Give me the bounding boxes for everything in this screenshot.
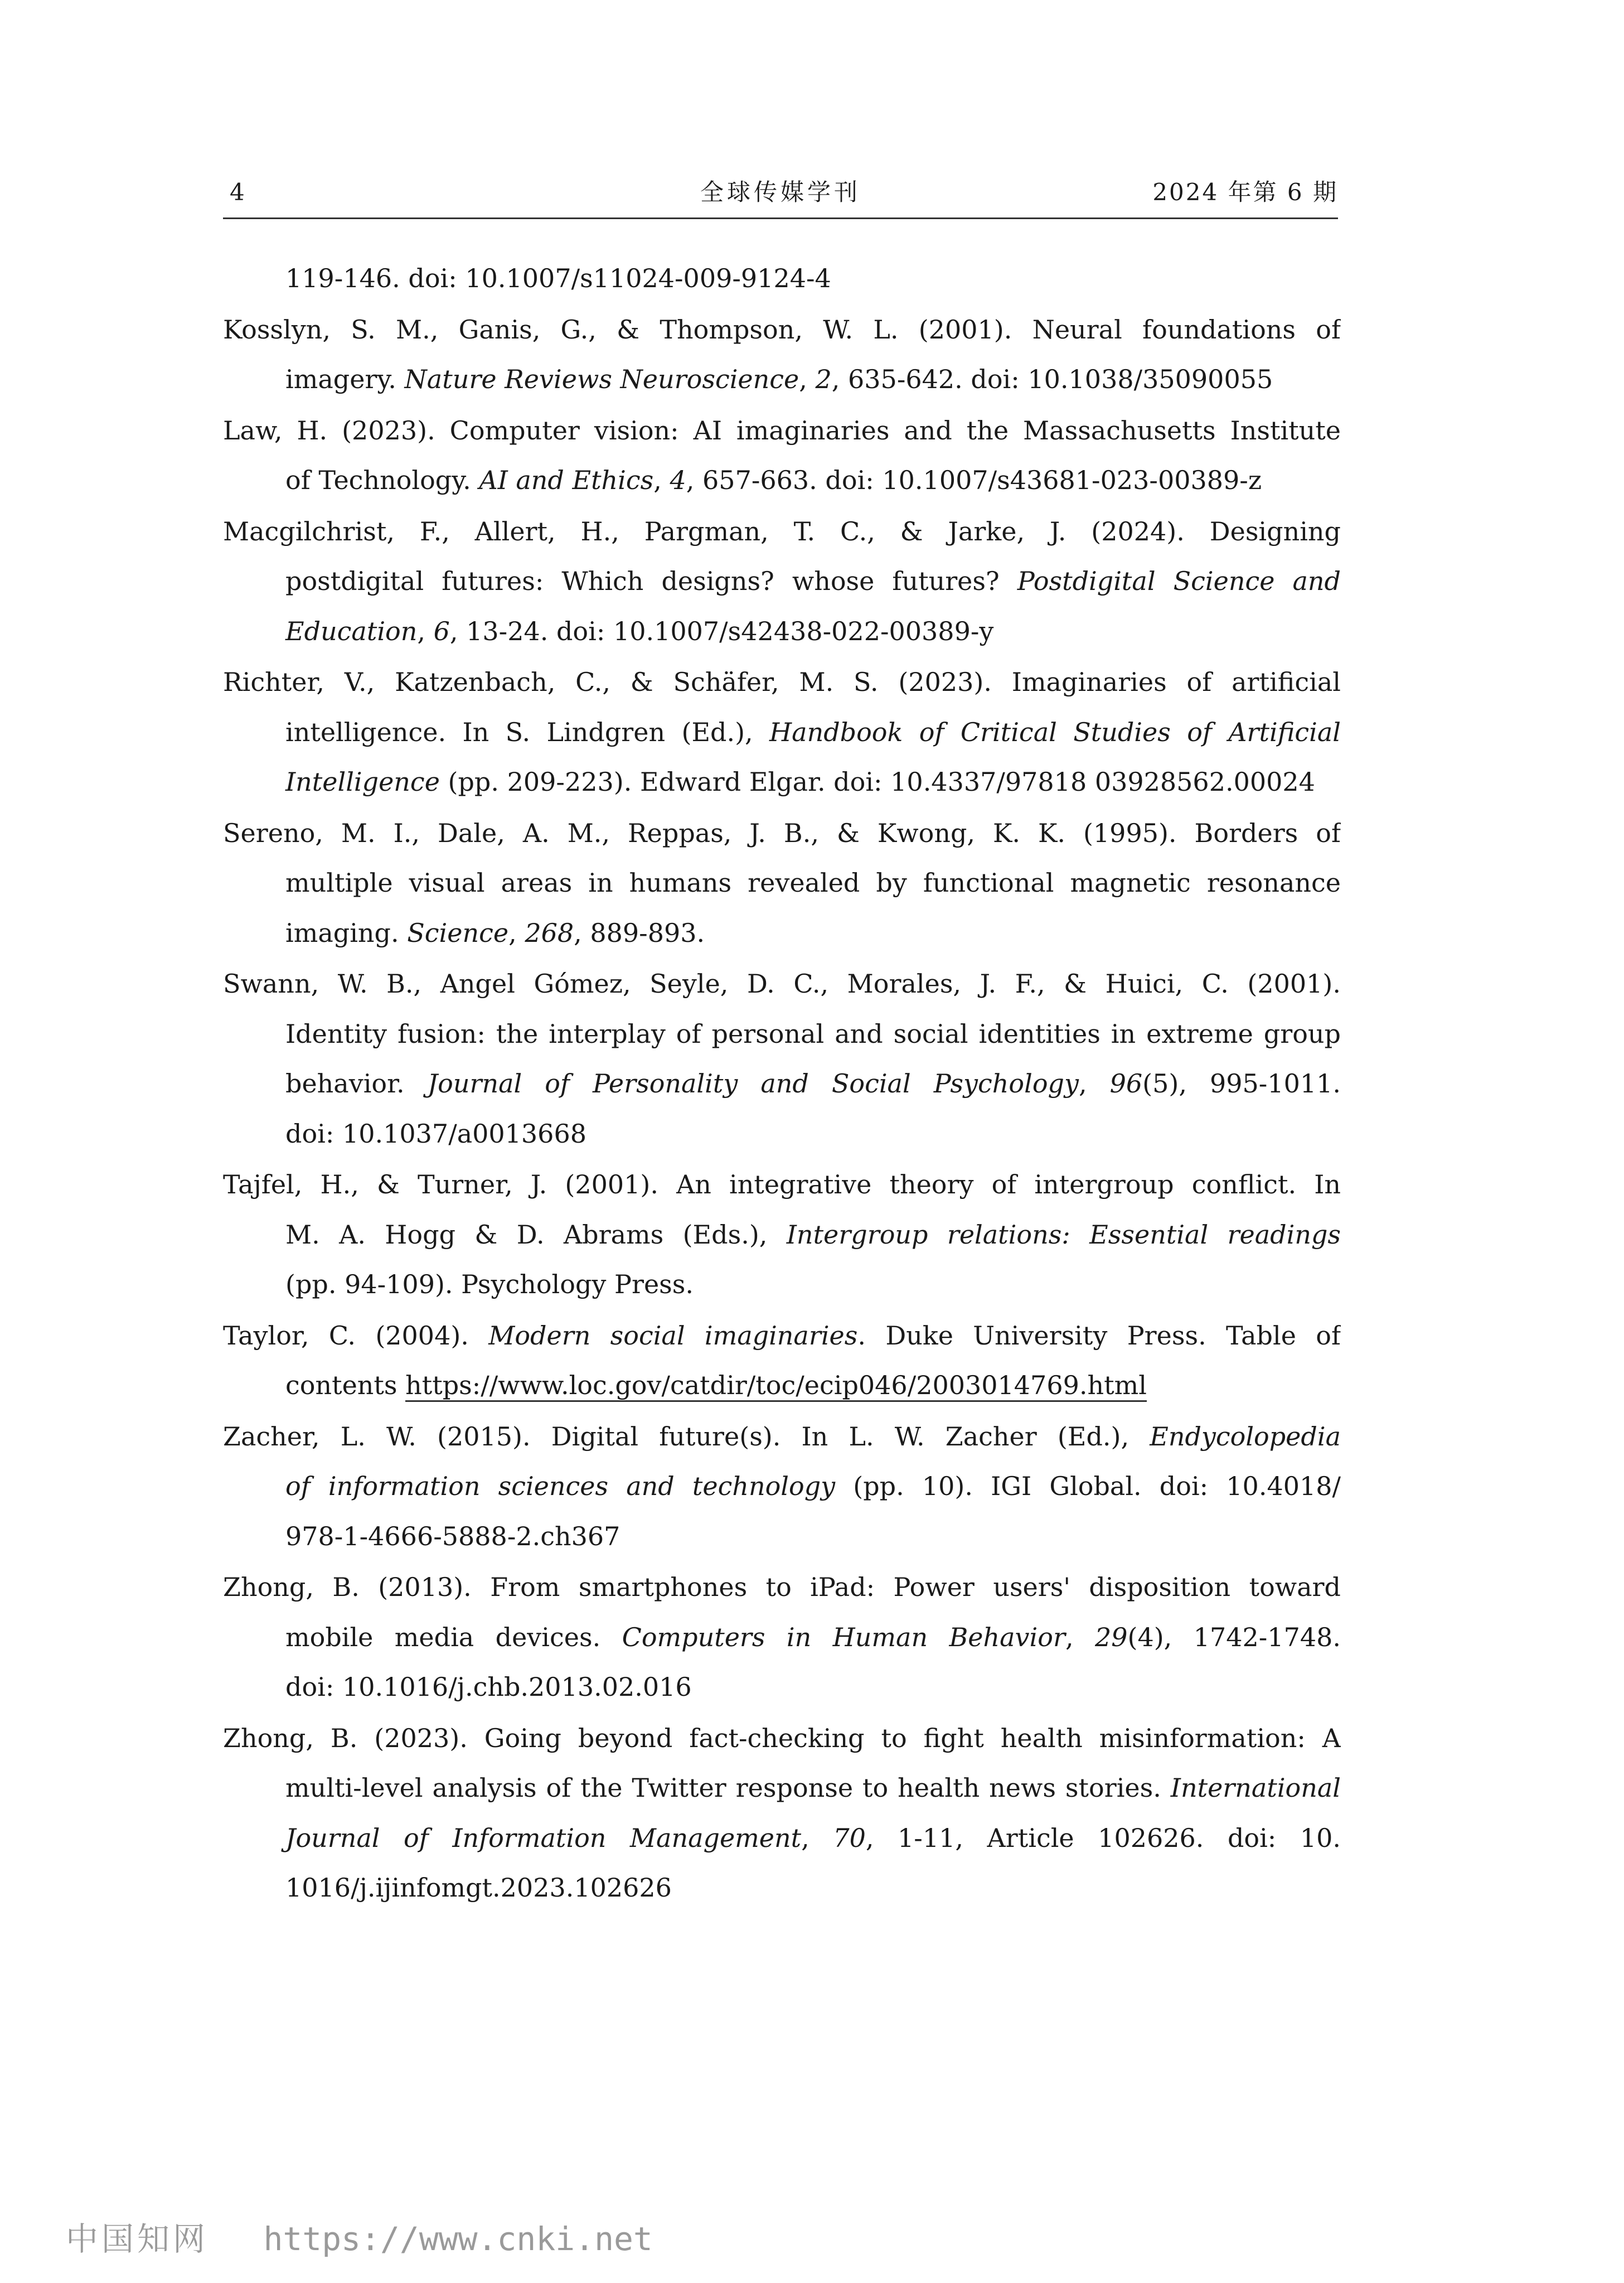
reference-text: Macgilchrist, F., Allert, H., Pargman, T. C., & Jarke, J. (2024). Designing <box>223 516 1341 546</box>
reference-line <box>223 959 1341 1009</box>
reference-text: Richter, V., Katzenbach, C., & Schäfer, M. S. (2023). Imaginaries of artificial <box>223 667 1341 697</box>
reference-text: Zhong, B. (2013). From smartphones to iPad: Power users' disposition toward <box>223 1572 1341 1602</box>
reference-line <box>223 1563 1341 1613</box>
reference-text: , <box>653 465 670 495</box>
reference-entry <box>223 1311 1341 1411</box>
reference-line <box>223 908 1341 959</box>
reference-text: Sereno, M. I., Dale, A. M., Reppas, J. B., & Kwong, K. K. (1995). Borders of <box>223 818 1341 848</box>
reference-text: Zacher, L. W. (2015). Digital future(s). In L. W. Zacher (Ed.), <box>223 1421 1150 1452</box>
reference-text: 1016/j.ijinfomgt.2023.102626 <box>285 1873 672 1903</box>
reference-text: Zhong, B. (2023). Going beyond fact-checking to fight health misinformation: A <box>223 1723 1341 1753</box>
reference-text: (pp. 94-109). Psychology Press. <box>285 1269 694 1299</box>
watermark-url: https://www.cnki.net <box>263 2220 653 2258</box>
reference-entry <box>223 305 1341 405</box>
reference-text: Kosslyn, S. M., Ganis, G., & Thompson, W. L. (2001). Neural foundations of <box>223 314 1341 345</box>
italic-text: of information sciences and technology <box>285 1471 836 1501</box>
reference-text: doi: 10.1037/a0013668 <box>285 1118 586 1149</box>
italic-text: 96 <box>1109 1068 1143 1099</box>
reference-line <box>223 708 1341 758</box>
reference-text: Swann, W. B., Angel Gómez, Seyle, D. C., Morales, J. F., & Huici, C. (2001). <box>223 969 1341 999</box>
reference-text: , 889-893. <box>574 917 705 948</box>
reference-line <box>223 1412 1341 1462</box>
journal-title: 全球传媒学刊 <box>700 178 861 206</box>
reference-line <box>223 1763 1341 1813</box>
reference-text: of Technology. <box>285 465 479 495</box>
reference-link[interactable]: https://www.loc.gov/catdir/toc/ecip046/2003014769.html <box>405 1370 1147 1402</box>
reference-line <box>223 1210 1341 1260</box>
reference-entry <box>223 809 1341 959</box>
reference-line <box>223 1361 1341 1411</box>
reference-text: contents <box>285 1370 406 1400</box>
reference-line <box>223 1109 1341 1159</box>
italic-text: Education <box>285 616 418 646</box>
reference-text: imagery. <box>285 364 405 394</box>
reference-text: Tajfel, H., & Turner, J. (2001). An integrative theory of intergroup conflict. In <box>223 1169 1341 1199</box>
reference-entry <box>223 254 1341 304</box>
reference-text: , <box>799 364 816 394</box>
watermark-chinese: 中国知网 <box>66 2220 209 2258</box>
reference-line <box>223 1311 1341 1361</box>
reference-text: imaging. <box>285 917 408 948</box>
reference-text: 978-1-4666-5888-2.ch367 <box>285 1521 620 1551</box>
reference-line <box>223 1512 1341 1562</box>
reference-entry <box>223 507 1341 657</box>
reference-line <box>223 355 1341 405</box>
italic-text: Modern social imaginaries <box>488 1320 858 1351</box>
italic-text: Science <box>407 917 509 948</box>
reference-text: (4), 1742-1748. <box>1127 1622 1341 1652</box>
reference-text: , <box>508 917 525 948</box>
cnki-watermark <box>66 2217 653 2261</box>
reference-text: multiple visual areas in humans revealed by functional magnetic resonance <box>285 868 1341 898</box>
italic-text: Endycolopedia <box>1150 1421 1341 1452</box>
reference-text: , 635-642. doi: 10.1038/35090055 <box>831 364 1273 394</box>
reference-text: behavior. <box>285 1068 428 1099</box>
italic-text: 2 <box>815 364 832 394</box>
reference-text: (pp. 10). IGI Global. doi: 10.4018/ <box>835 1471 1341 1501</box>
reference-entry <box>223 1412 1341 1562</box>
reference-line <box>223 607 1341 657</box>
italic-text: Intelligence <box>285 767 440 797</box>
reference-line <box>223 1260 1341 1310</box>
reference-line <box>223 757 1341 807</box>
reference-text: , <box>417 616 434 646</box>
reference-line <box>223 809 1341 859</box>
reference-line <box>223 1813 1341 1864</box>
reference-line <box>223 456 1341 506</box>
reference-line <box>223 507 1341 557</box>
reference-entry <box>223 959 1341 1159</box>
reference-line <box>223 1662 1341 1713</box>
italic-text: AI and Ethics <box>479 465 654 495</box>
reference-text: Taylor, C. (2004). <box>223 1320 489 1351</box>
italic-text: 70 <box>833 1822 866 1853</box>
reference-entry <box>223 1563 1341 1713</box>
reference-entry <box>223 1714 1341 1913</box>
italic-text: Computers in Human Behavior <box>622 1622 1065 1652</box>
reference-text: , 1-11, Article 102626. doi: 10. <box>865 1822 1341 1853</box>
reference-line <box>223 1009 1341 1060</box>
italic-text: Postdigital Science and <box>1017 566 1341 596</box>
reference-line <box>223 1059 1341 1109</box>
italic-text: 4 <box>670 465 686 495</box>
reference-text: doi: 10.1016/j.chb.2013.02.016 <box>285 1672 692 1702</box>
italic-text: Nature Reviews Neuroscience <box>404 364 799 394</box>
reference-text: , <box>801 1822 833 1853</box>
reference-text: . Duke University Press. Table of <box>857 1320 1341 1351</box>
italic-text: International <box>1170 1773 1341 1803</box>
italic-text: Journal of Personality and Social Psychology <box>427 1068 1079 1099</box>
reference-line <box>223 1863 1341 1913</box>
reference-line <box>223 305 1341 355</box>
reference-text: , 13-24. doi: 10.1007/s42438-022-00389-y <box>449 616 994 646</box>
issue-label: 2024 年第 6 期 <box>1152 178 1338 206</box>
reference-text: postdigital futures: Which designs? whose futures? <box>285 566 1017 596</box>
reference-line <box>223 406 1341 456</box>
reference-text: multi-level analysis of the Twitter response to health news stories. <box>285 1773 1171 1803</box>
reference-line <box>223 657 1341 708</box>
reference-line <box>223 1462 1341 1512</box>
reference-text: (pp. 209-223). Edward Elgar. doi: 10.4337/97818 03928562.00024 <box>439 767 1315 797</box>
italic-text: Journal of Information Management <box>285 1822 802 1853</box>
reference-text: 119-146. doi: 10.1007/s11024-009-9124-4 <box>285 263 831 293</box>
reference-line <box>223 858 1341 908</box>
reference-text: , <box>1065 1622 1095 1652</box>
reference-entry <box>223 406 1341 506</box>
reference-entry <box>223 657 1341 807</box>
italic-text: Intergroup relations: Essential readings <box>786 1219 1341 1250</box>
running-header <box>223 173 1338 219</box>
reference-text: Identity fusion: the interplay of personal and social identities in extreme group <box>285 1018 1341 1049</box>
italic-text: 29 <box>1094 1622 1128 1652</box>
reference-line <box>223 254 1341 304</box>
reference-text: Law, H. (2023). Computer vision: AI imaginaries and the Massachusetts Institute <box>223 415 1341 446</box>
reference-list <box>223 254 1341 1914</box>
italic-text: Handbook of Critical Studies of Artificial <box>769 717 1341 747</box>
reference-line <box>223 1160 1341 1210</box>
italic-text: 268 <box>525 917 574 948</box>
reference-line <box>223 1714 1341 1764</box>
reference-line <box>223 557 1341 607</box>
reference-text: , 657-663. doi: 10.1007/s43681-023-00389-z <box>686 465 1262 495</box>
page-number: 4 <box>230 178 245 206</box>
reference-text: M. A. Hogg & D. Abrams (Eds.), <box>285 1219 787 1250</box>
reference-text: intelligence. In S. Lindgren (Ed.), <box>285 717 770 747</box>
reference-line <box>223 1613 1341 1663</box>
italic-text: 6 <box>433 616 450 646</box>
reference-text: (5), 995-1011. <box>1142 1068 1341 1099</box>
reference-text: , <box>1078 1068 1110 1099</box>
reference-entry <box>223 1160 1341 1310</box>
reference-text: mobile media devices. <box>285 1622 622 1652</box>
